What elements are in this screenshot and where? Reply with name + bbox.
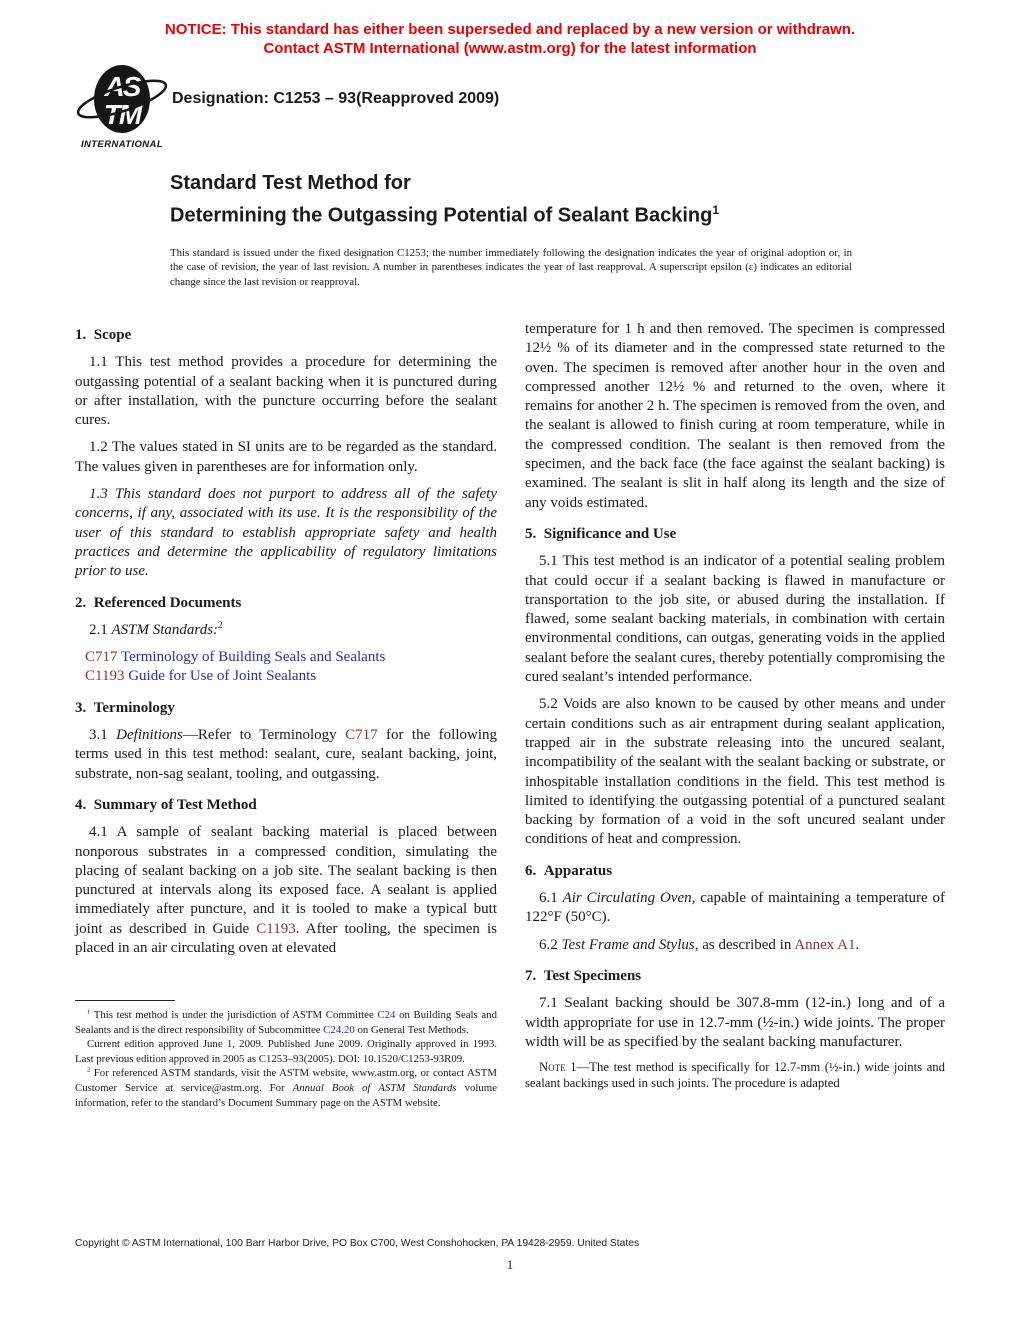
footnote-2-book-title: Annual Book of ASTM Standards — [292, 1081, 457, 1094]
c1193-inline-link[interactable]: C1193 — [256, 920, 296, 937]
footnote-edition: Current edition approved June 1, 2009. Published June 2009. Originally approved in 1993. Last previous edition approved in 2005 as C1253–93(2005). DOI: 10.1520/C1253-93R09. — [75, 1038, 497, 1065]
title-line-2 — [170, 197, 719, 230]
section-1-heading: 1. Scope — [75, 327, 132, 343]
para-7-1: 7.1 Sealant backing should be 307.8-mm (12-in.) long and of a width appropriate for use in 12.7-mm (½-in.) wide joints. The proper width will be as specified by the sealant backing manufacturer. — [525, 995, 945, 1050]
para-3-1-rest: for the following terms used in this test method: sealant, cure, sealant backing, joint, substrate, non-sag sealant, tooling, and outgassing. — [75, 727, 497, 782]
c1193-link[interactable]: C1193 — [85, 668, 125, 685]
note-1-label: Note 1— — [539, 1060, 590, 1075]
section-6-heading: 6. Apparatus — [525, 862, 613, 879]
footnote-2-text-b: volume information, refer to the standard’s Document Summary page on the ASTM website. — [75, 1081, 497, 1109]
section-2-heading: 2. Referenced Documents — [75, 594, 242, 611]
supersession-notice — [0, 20, 1020, 58]
footnotes-block — [75, 1000, 497, 1110]
para-2-1-number: 2.1 — [89, 621, 112, 638]
c24-link[interactable]: C24 — [377, 1009, 396, 1021]
para-6-2 — [525, 936, 945, 955]
c717-link[interactable]: C717 — [85, 649, 118, 666]
section-3-heading: 3. Terminology — [75, 699, 175, 716]
para-6-1-rest: capable of maintaining a temperature of 122°F (50°C). — [525, 890, 945, 926]
para-1-3: 1.3 This standard does not purport to address all of the safety concerns, if any, associated with its use. It is the responsibility of the user of this standard to establish appropriate safety and health practices and determine the applicability of regulatory limitations prior to use. — [75, 486, 497, 580]
footnote-1-text-c: on General Test Methods. — [354, 1023, 469, 1036]
c717-title-link[interactable]: Terminology of Building Seals and Sealants — [117, 649, 386, 666]
logo-international-text: INTERNATIONAL — [80, 139, 164, 150]
para-6-1 — [525, 889, 945, 928]
para-5-1: 5.1 This test method is an indicator of a potential sealing problem that could occur if a sealant backing is flawed in manufacture or transportation to the job site, or abused during the installation. If flawed, some sealant backing materials, in combination with certain environmental conditions, can outgas, generating voids in the applied sealant before the sealant cures, thereby potentially compromising the cured sealant’s intended performance. — [525, 553, 945, 686]
reference-c717 — [85, 648, 497, 667]
right-column — [525, 320, 945, 1092]
footnote-2 — [75, 1066, 497, 1110]
logo-letters-row2: TM — [103, 99, 141, 130]
para-6-1-number: 6.1 — [539, 890, 563, 907]
reference-c1193 — [85, 667, 497, 686]
footnote-1 — [75, 1008, 497, 1037]
title-footnote-ref: 1 — [712, 203, 719, 217]
note-1-text: The test method is specifically for 12.7-mm (½-in.) wide joints and sealant backings used in such joints. The procedure is adapted — [525, 1060, 945, 1090]
para-4-1-text-b: . After tooling, the specimen is placed in an air circulating oven at elevated — [75, 920, 497, 957]
annex-a1-link[interactable]: Annex A1 — [794, 936, 856, 953]
note-1 — [525, 1060, 945, 1092]
para-1-2: 1.2 The values stated in SI units are to be regarded as the standard. The values given in parentheses are for information only. — [75, 439, 497, 475]
issuance-note: This standard is issued under the fixed designation C1253; the number immediately following the designation indicates the year of original adoption or, in the case of revision, the year of last revision. A number in parentheses indicates the year of last reapproval. A superscript epsilon (ε) indicates an editorial change since the last revision or reapproval. — [170, 247, 852, 288]
notice-line-2: Contact ASTM International (www.astm.org) for the latest information — [263, 40, 757, 57]
section-7-heading: 7. Test Specimens — [525, 967, 642, 984]
para-6-1-title: Air Circulating Oven, — [562, 890, 696, 907]
page-number: 1 — [506, 1258, 514, 1272]
title-line-1: Standard Test Method for — [170, 172, 411, 194]
c24-20-link[interactable]: C24.20 — [323, 1023, 355, 1036]
title-line-2-text: Determining the Outgassing Potential of Sealant Backing — [170, 204, 713, 227]
section-5-heading: 5. Significance and Use — [525, 525, 677, 542]
footnote-1-text-b: on Building Seals and Sealants and is the direct responsibility of Subcommittee — [75, 1009, 497, 1036]
logo-letters-row1: AS — [104, 71, 140, 102]
c717-inline-link[interactable]: C717 — [345, 727, 378, 744]
c1193-title-link[interactable]: Guide for Use of Joint Sealants — [124, 668, 317, 685]
para-2-1 — [75, 621, 497, 640]
para-6-2-end: . — [855, 936, 860, 953]
document-title — [170, 170, 719, 230]
footnote-separator — [75, 1000, 175, 1001]
footnote-2-marker: 2 — [87, 1066, 91, 1074]
referenced-standards-list — [75, 648, 497, 687]
footnote-1-text-a: This test method is under the jurisdiction of ASTM Committee — [90, 1009, 378, 1021]
designation: Designation: C1253 – 93(Reapproved 2009) — [172, 90, 500, 107]
para-3-1 — [75, 726, 497, 784]
para-3-1-mid: —Refer to Terminology — [182, 727, 346, 744]
para-6-2-title: Test Frame and Stylus, — [561, 936, 699, 953]
para-4-1-continuation: temperature for 1 h and then removed. The specimen is compressed 12½ % of its diameter and in the compressed state returned to the oven. The specimen is removed after another hour in the oven and compressed another 12½ % and returned to the oven, where it remains for another 2 h. The specimen is removed from the oven, and the sealant is allowed to finish curing at room temperature, while in the compressed condition. The sealant is then removed from the specimen, and the back face (the face against the sealant backing) is examined. The sealant is slit in half along its length and the size of any voids estimated. — [525, 321, 945, 511]
footnote-2-ref: 2 — [218, 620, 223, 631]
footnote-2-text-a: For referenced ASTM standards, visit the ASTM website, www.astm.org, or contact ASTM Customer Service at service@astm.org. For — [75, 1067, 497, 1094]
footnote-1-marker: 1 — [87, 1008, 91, 1016]
para-2-1-title: ASTM Standards: — [111, 621, 219, 638]
notice-line-1: NOTICE: This standard has either been superseded and replaced by a new version or withdrawn. — [164, 21, 856, 38]
para-4-1-text-a: 4.1 A sample of sealant backing material is placed between nonporous substrates in a compressed condition, simulating the placing of sealant backing on a job site. The sealant backing is then punctured at intervals along its exposed face. A sealant is applied immediately after puncture, and it is tooled to make a typical butt joint as described in Guide — [75, 824, 497, 937]
para-4-1 — [75, 823, 497, 958]
para-1-1: 1.1 This test method provides a procedure for determining the outgassing potential of a sealant backing when it is punctured during or after installation, with the puncture occurring before the sealant cures. — [75, 354, 497, 429]
para-6-2-mid: as described in — [698, 936, 795, 953]
para-6-2-number: 6.2 — [539, 936, 562, 953]
astm-globe-icon — [72, 62, 172, 138]
copyright-line: Copyright © ASTM International, 100 Barr Harbor Drive, PO Box C700, West Conshohocken, PA 19428-2959. United States — [75, 1238, 640, 1249]
section-4-heading: 4. Summary of Test Method — [75, 796, 257, 813]
para-5-2: 5.2 Voids are also known to be caused by other means and under certain conditions such as air entrapment during sealant application, trapped air in the substrate releasing into the uncured sealant, incompatibility of the sealant with the sealant backing or substrate, or inhospitable installation conditions in the field. This test method is limited to identifying the outgassing potential of a punctured sealant backing by formation of a void in the soft uncured sealant under conditions of heat and compression. — [525, 696, 945, 848]
para-3-1-defs: Definitions — [116, 727, 183, 744]
para-3-1-number: 3.1 — [89, 727, 117, 744]
left-column — [75, 320, 497, 966]
astm-logo — [70, 62, 174, 150]
